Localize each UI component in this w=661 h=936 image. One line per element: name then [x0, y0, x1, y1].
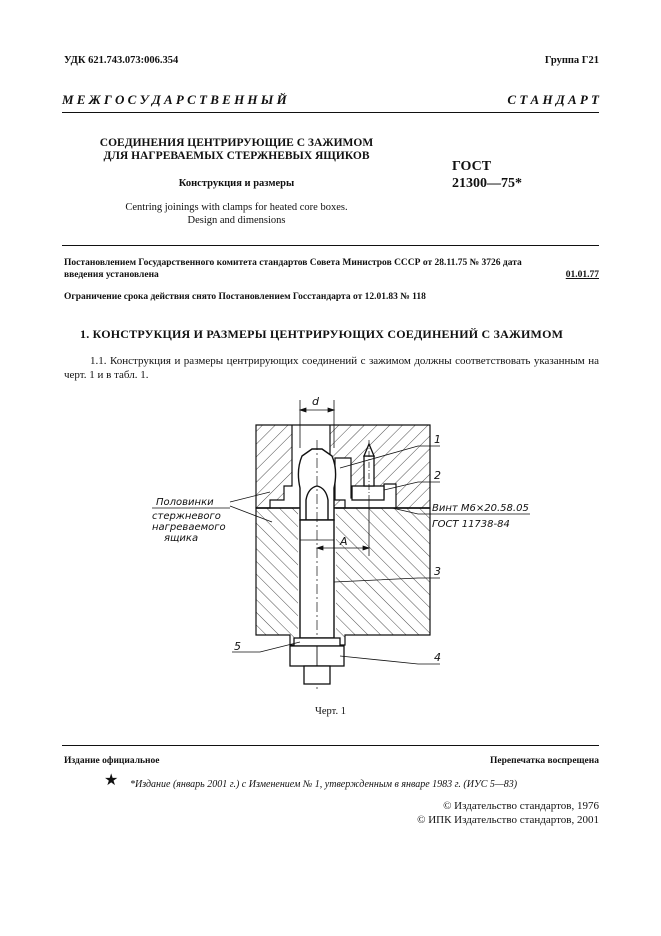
decree-block: [64, 257, 599, 281]
callout-2: 2: [434, 469, 441, 482]
english-title-line-2: Design and dimensions: [187, 215, 286, 226]
decree-line-2: введения установлена: [64, 270, 159, 280]
decree-date: 01.01.77: [565, 270, 599, 280]
callout-5: 5: [234, 640, 241, 653]
limitation-note: Ограничение срока действия снято Постановлением Госстандарта от 12.01.83 № 118: [64, 292, 426, 302]
reprint-notice: Перепечатка воспрещена: [489, 756, 599, 766]
footer-rule: [62, 745, 599, 746]
halves-label-line-2: стержневого: [152, 511, 221, 522]
callout-1: 1: [434, 433, 441, 446]
drawing-1: [0, 385, 661, 695]
banner-rule: [62, 112, 599, 113]
document-subtitle: Конструкция и размеры: [178, 178, 295, 189]
edition-note: *Издание (январь 2001 г.) с Изменением № 1, утвержденным в январе 1983 г. (ИУС 5—83): [130, 779, 518, 790]
callout-3: 3: [434, 565, 441, 578]
title-line-1: СОЕДИНЕНИЯ ЦЕНТРИРУЮЩИЕ С ЗАЖИМОМ: [99, 137, 374, 149]
copyright-1976: © Издательство стандартов, 1976: [443, 800, 599, 812]
group-code: Группа Г21: [544, 55, 599, 66]
screw-label-line-1: Винт М6×20.58.05: [432, 503, 529, 514]
banner-word-interstate: М Е Ж Г О С У Д А Р С Т В Е Н Н Ы Й: [62, 92, 287, 107]
halves-label-line-1: Половинки: [156, 497, 214, 508]
callout-4: 4: [434, 651, 441, 664]
star-icon: ★: [104, 772, 119, 789]
dimension-a-label: A: [340, 535, 348, 548]
standard-banner: [62, 92, 599, 108]
decree-line-1: Постановлением Государственного комитета стандартов Совета Министров СССР от 28.11.75 № 3726 дата: [64, 258, 522, 268]
figure-caption: Черт. 1: [315, 706, 346, 717]
section-heading: 1. КОНСТРУКЦИЯ И РАЗМЕРЫ ЦЕНТРИРУЮЩИХ СОЕДИНЕНИЙ С ЗАЖИМОМ: [80, 327, 564, 341]
copyright-2001: © ИПК Издательство стандартов, 2001: [417, 814, 599, 826]
english-title: [64, 201, 409, 227]
nut-and-washer: [290, 638, 344, 684]
gost-label: ГОСТ: [452, 159, 492, 174]
lower-box-half: [256, 508, 430, 648]
title-rule: [62, 245, 599, 246]
english-title-line-1: Centring joinings with clamps for heated core boxes.: [125, 202, 348, 213]
halves-label-line-4: ящика: [164, 533, 199, 544]
document-title: [64, 137, 409, 163]
halves-label-line-3: нагреваемого: [152, 522, 226, 533]
section-paragraph: 1.1. Конструкция и размеры центрирующих соединений с зажимом должны соответствовать указанным на черт. 1 и в табл. 1.: [64, 355, 599, 381]
udk-code: УДК 621.743.073:006.354: [64, 55, 179, 66]
halves-label: [152, 497, 226, 544]
dimension-d-label: d: [312, 395, 319, 408]
screw-label-line-2: ГОСТ 11738-84: [432, 519, 510, 530]
upper-box-half: [256, 425, 430, 508]
banner-word-standard: С Т А Н Д А Р Т: [507, 92, 599, 107]
title-line-2: ДЛЯ НАГРЕВАЕМЫХ СТЕРЖНЕВЫХ ЯЩИКОВ: [103, 150, 370, 162]
gost-number: 21300—75*: [452, 176, 522, 191]
gost-designation: [452, 158, 522, 192]
official-edition: Издание официальное: [64, 756, 160, 766]
